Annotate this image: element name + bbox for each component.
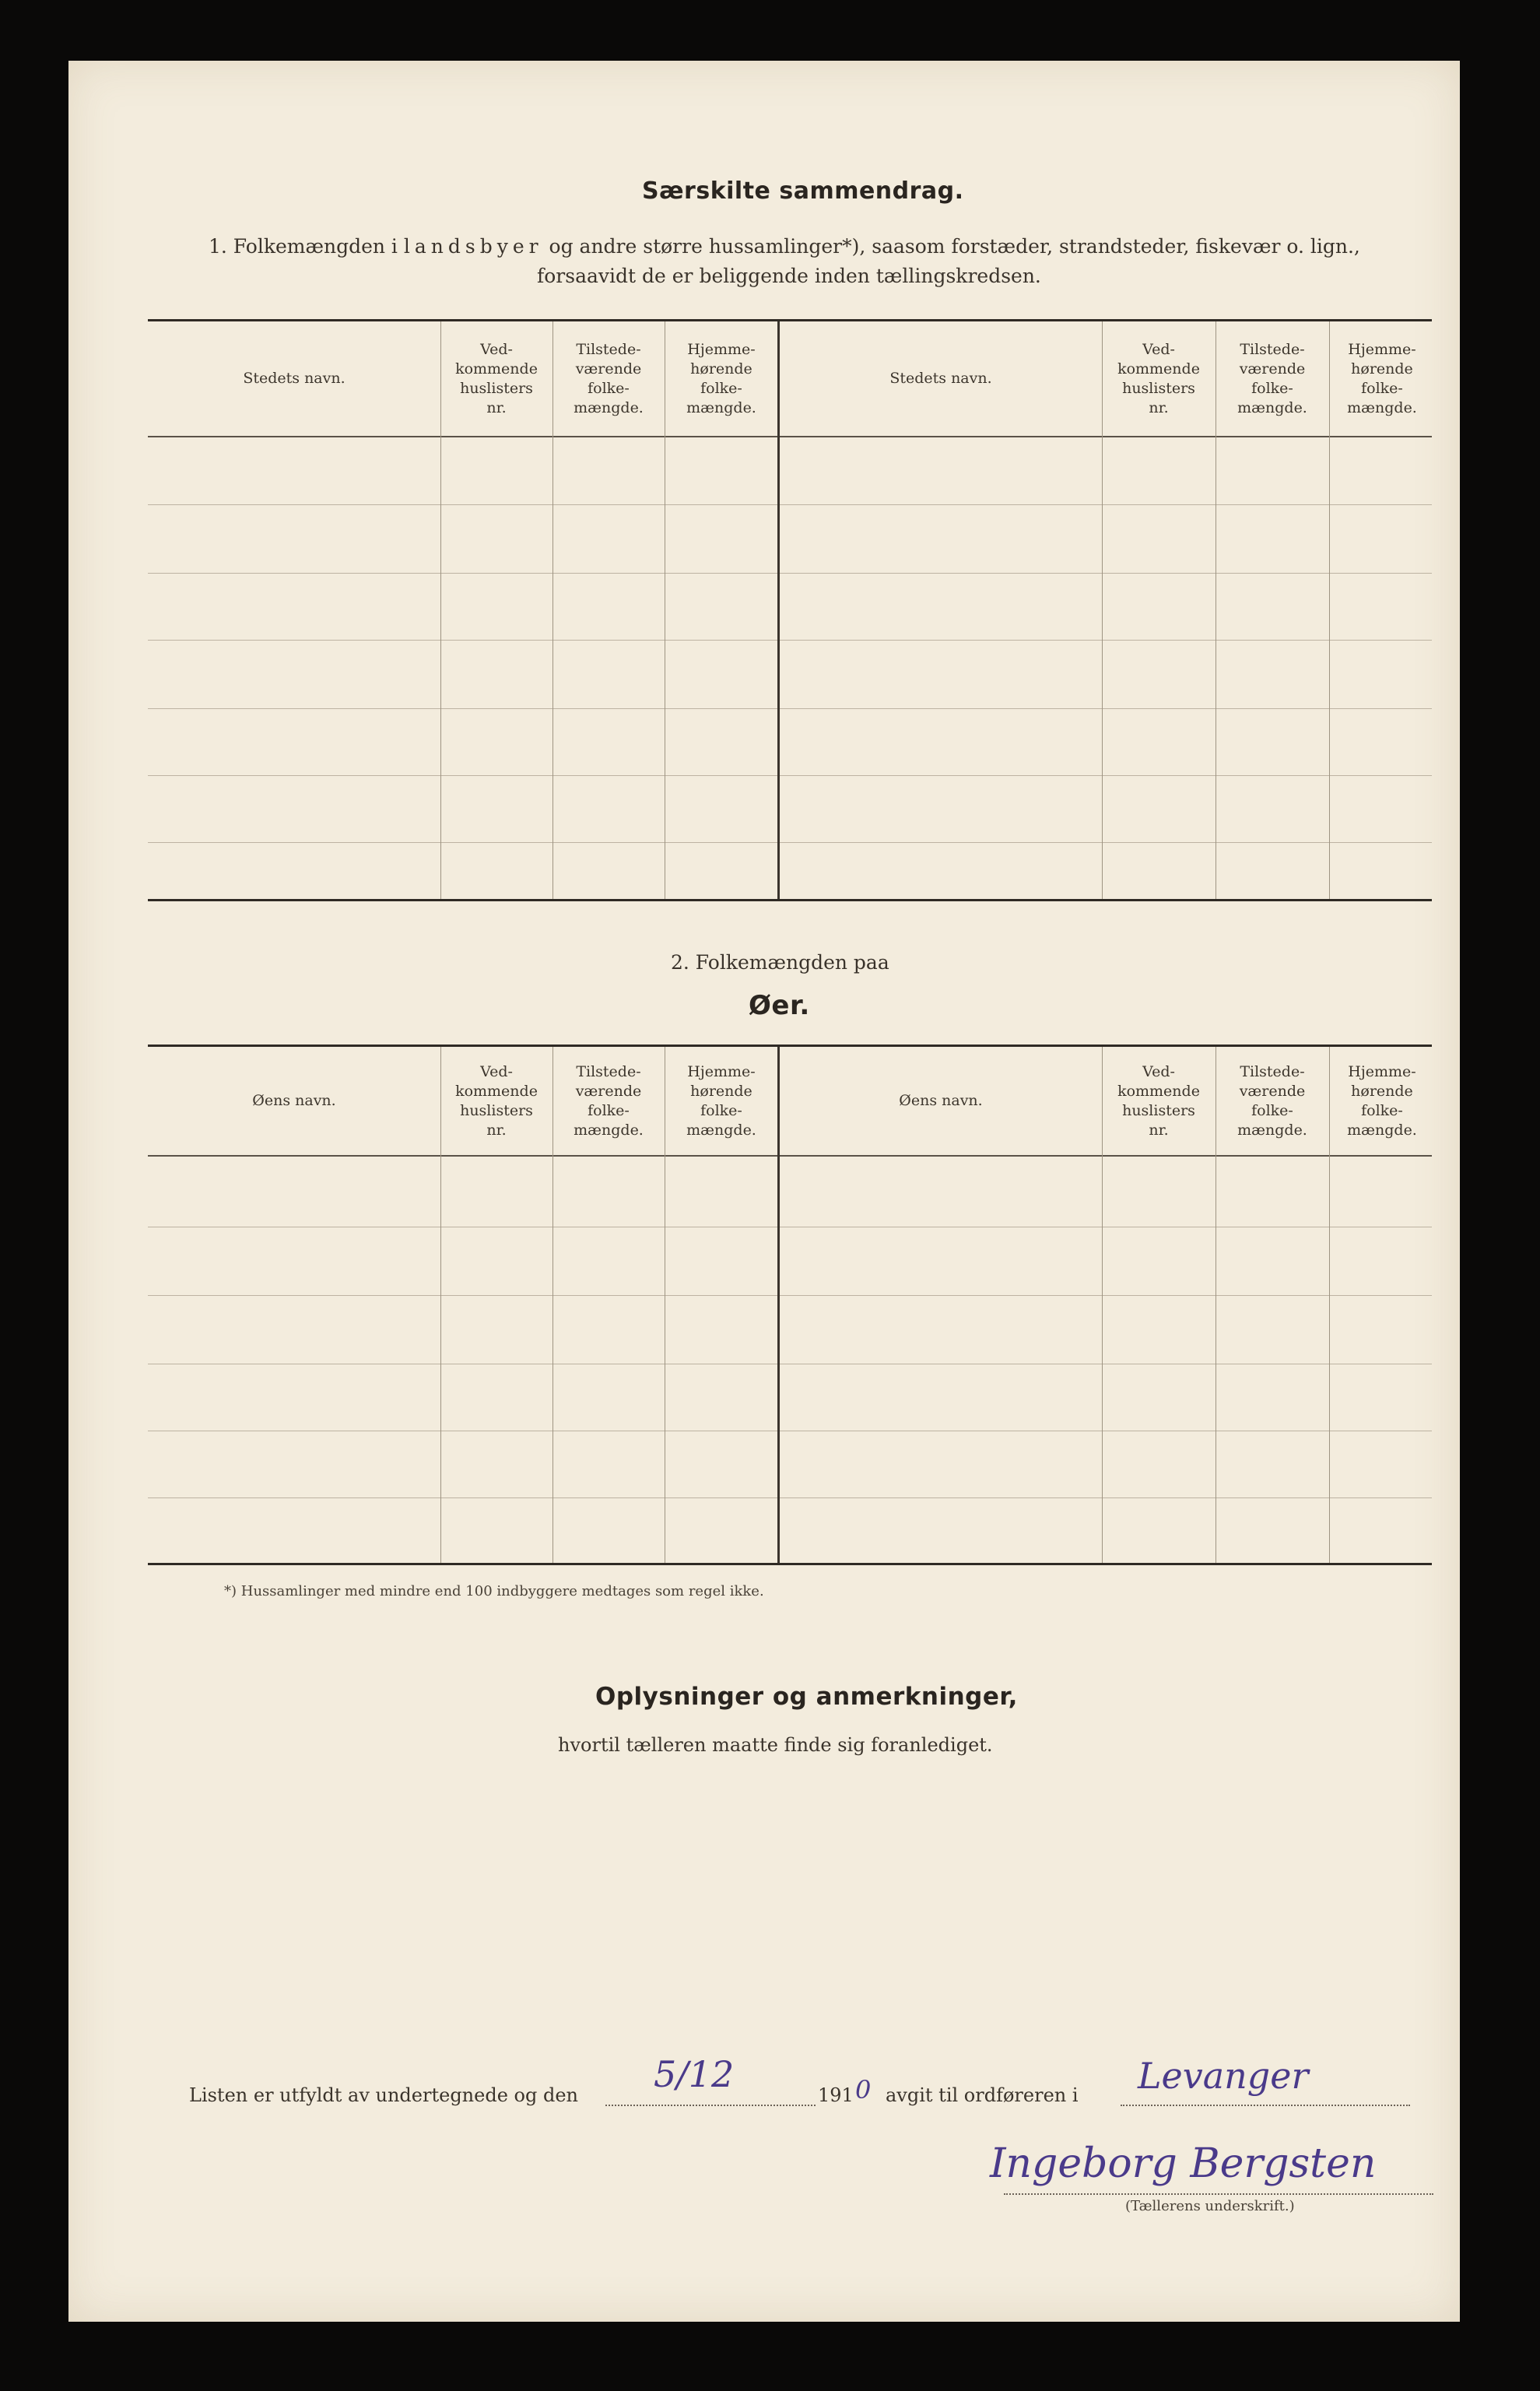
page-title: Særskilte sammendrag.: [642, 177, 964, 205]
table1-col-hjemme-left: Hjemme- hørende folke- mængde.: [686, 340, 756, 416]
table1-col-divider: [1329, 321, 1330, 899]
table2-row-rule: [148, 1497, 1432, 1498]
table2-col-hjemme-left: Hjemme- hørende folke- mængde.: [686, 1062, 756, 1139]
signature-year-prefix: 191: [818, 2084, 854, 2106]
section1-landsbyer: landsbyer: [403, 235, 543, 258]
table2-col-huslister-left: Ved- kommende huslisters nr.: [455, 1062, 538, 1139]
remarks-subtitle: hvortil tælleren maatte finde sig foranlediget.: [558, 1734, 993, 1756]
signature-prefix: Listen er utfyldt av undertegnede og den: [189, 2084, 579, 2106]
table2-col-tilstede-left: Tilstede- værende folke- mængde.: [574, 1062, 644, 1139]
table1-col-huslister-left: Ved- kommende huslisters nr.: [455, 340, 538, 416]
table1-row-rule: [148, 573, 1432, 574]
table1-col-divider: [1102, 321, 1103, 899]
signer-caption: (Tællerens underskrift.): [1125, 2198, 1295, 2214]
table1-bottom-rule: [148, 899, 1432, 901]
table2-col-divider: [440, 1047, 441, 1563]
table2-col-tilstede-right: Tilstede- værende folke- mængde.: [1237, 1062, 1307, 1139]
place-dotted-line: [1121, 2105, 1410, 2106]
table1-col-tilstede-left: Tilstede- værende folke- mængde.: [574, 340, 644, 416]
signature-middle: avgit til ordføreren i: [886, 2084, 1079, 2106]
section1-line1: [209, 235, 1360, 258]
section2-line1: 2. Folkemængden paa: [671, 951, 889, 974]
table2-col-oens-navn-right: Øens navn.: [899, 1092, 983, 1109]
table1-center-divider: [777, 321, 780, 899]
table2-header-rule: [148, 1155, 1432, 1157]
table1-col-hjemme-right: Hjemme- hørende folke- mængde.: [1347, 340, 1417, 416]
table1-header-rule: [148, 436, 1432, 437]
signature-year-digit: 0: [855, 2075, 872, 2105]
table2-col-huslister-right: Ved- kommende huslisters nr.: [1117, 1062, 1200, 1139]
table1-col-stedets-navn-right: Stedets navn.: [889, 370, 992, 387]
table1-row-rule: [148, 708, 1432, 709]
table1-col-divider: [440, 321, 441, 899]
section1-line1-end: og andre større hussamlinger*), saasom forstæder, strandsteder, fiskevær o. lign.,: [549, 235, 1360, 258]
footnote: *) Hussamlinger med mindre end 100 indbyggere medtages som regel ikke.: [224, 1583, 764, 1599]
section1-line1-start: 1. Folkemængden i: [209, 235, 398, 258]
table2-col-divider: [1329, 1047, 1330, 1563]
table2-bottom-rule: [148, 1563, 1432, 1565]
table1-row-rule: [148, 504, 1432, 505]
table1-row-rule: [148, 640, 1432, 641]
table1-row-rule: [148, 842, 1432, 843]
section1-line2: forsaavidt de er beliggende inden tællingskredsen.: [537, 265, 1041, 287]
date-dotted-line: [605, 2105, 816, 2106]
table2-col-hjemme-right: Hjemme- hørende folke- mængde.: [1347, 1062, 1417, 1139]
table1-row-rule: [148, 775, 1432, 776]
table2-row-rule: [148, 1295, 1432, 1296]
table2-center-divider: [777, 1047, 780, 1563]
table1-col-huslister-right: Ved- kommende huslisters nr.: [1117, 340, 1200, 416]
table2-col-divider: [1102, 1047, 1103, 1563]
section2-heading: Øer.: [749, 990, 810, 1021]
table1-col-tilstede-right: Tilstede- værende folke- mængde.: [1237, 340, 1307, 416]
signer-name: Ingeborg Bergsten: [990, 2140, 1377, 2187]
table1-col-stedets-navn-left: Stedets navn.: [243, 370, 346, 387]
remarks-title: Oplysninger og anmerkninger,: [595, 1683, 1018, 1711]
signer-dotted-line: [1004, 2193, 1433, 2195]
table2-col-oens-navn-left: Øens navn.: [252, 1092, 336, 1109]
signature-place: Levanger: [1138, 2055, 1309, 2097]
signature-date: 5/12: [654, 2053, 735, 2095]
